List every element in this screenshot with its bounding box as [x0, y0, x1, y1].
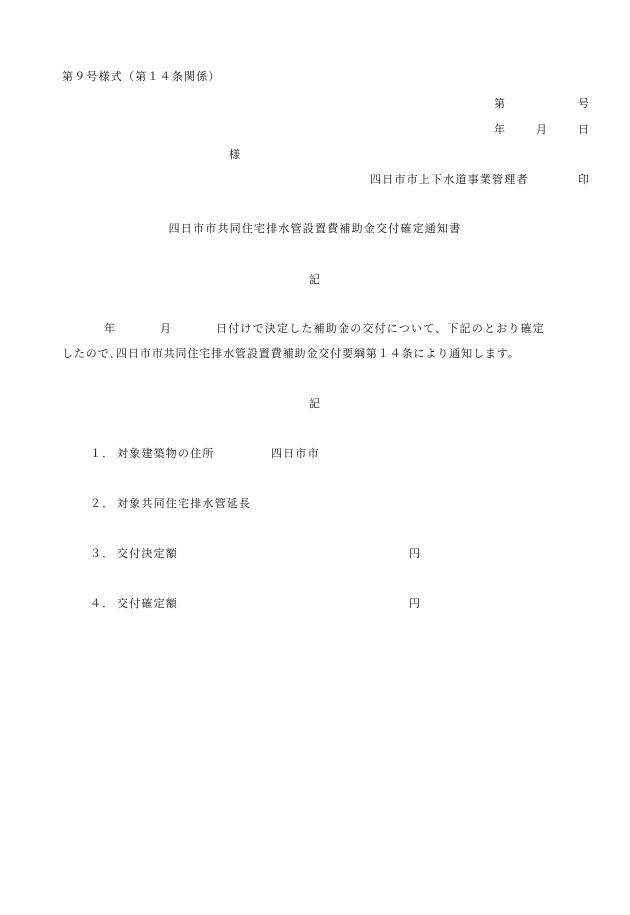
body-year: 年 — [104, 322, 117, 335]
addressee-suffix: 様 — [229, 148, 242, 161]
item-value: 円 — [409, 547, 422, 560]
item-number: ３． — [90, 547, 115, 560]
doc-number-prefix: 第 — [494, 97, 507, 110]
date-day: 日 — [578, 123, 591, 136]
item-value: 円 — [409, 597, 422, 610]
date-year: 年 — [494, 123, 507, 136]
issuer-name: 四日市市上下水道事業管理者 — [370, 173, 529, 186]
body-line2: したので､四日市市共同住宅排水管設置費補助金交付要綱第１４条により通知します。 — [62, 347, 520, 360]
item-value: 四日市市 — [271, 447, 320, 460]
item-label: 対象共同住宅排水管延長 — [117, 497, 252, 510]
date-month: 月 — [536, 123, 549, 136]
item-number: １． — [90, 447, 115, 460]
item-label: 対象建築物の住所 — [117, 447, 215, 460]
ki-heading-2: 記 — [308, 397, 322, 410]
seal-mark: 印 — [578, 173, 591, 186]
item-label: 交付決定額 — [117, 547, 178, 560]
document-title: 四日市市共同住宅排水管設置費補助金交付確定通知書 — [168, 222, 462, 235]
form-number: 第９号様式（第１４条関係） — [62, 70, 221, 83]
item-label: 交付確定額 — [117, 597, 178, 610]
body-line1: 日付けで決定した補助金の交付について、下記のとおり確定 — [216, 322, 545, 335]
ki-heading-1: 記 — [308, 273, 322, 286]
body-month: 月 — [160, 322, 173, 335]
doc-number-suffix: 号 — [578, 97, 591, 110]
item-number: ４． — [90, 597, 115, 610]
item-number: ２． — [90, 497, 115, 510]
